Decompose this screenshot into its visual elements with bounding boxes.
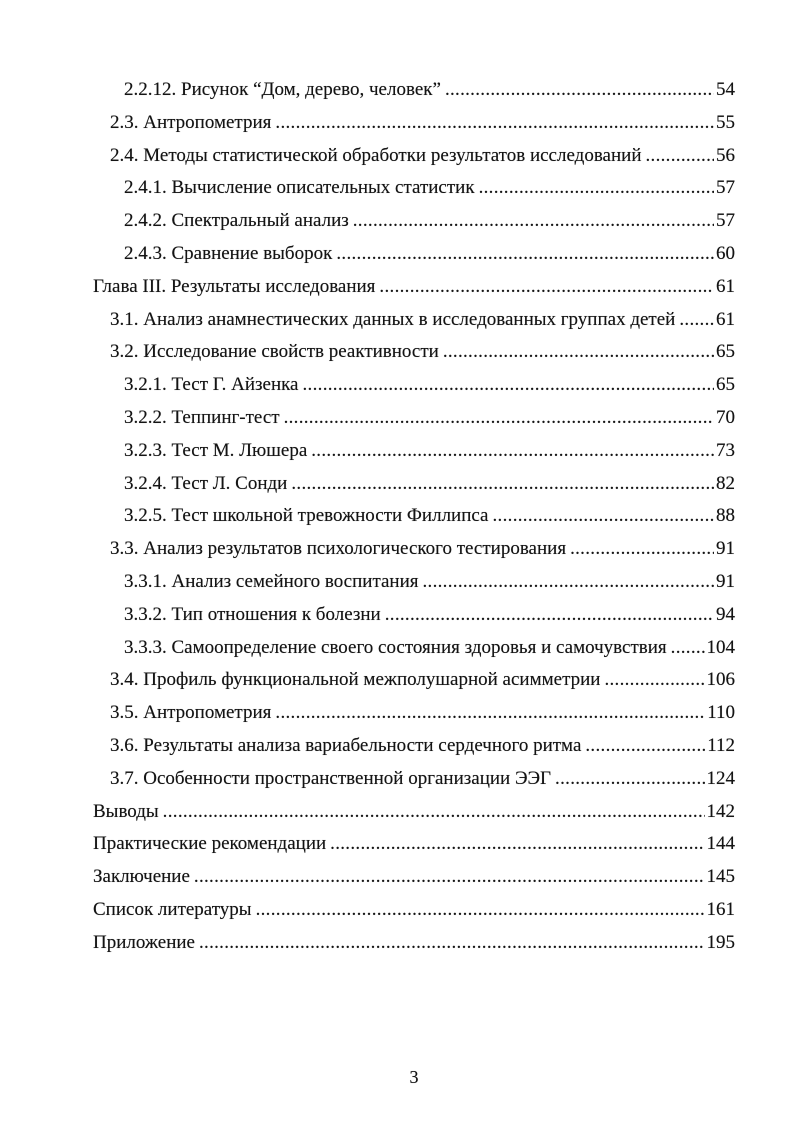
toc-entry-page-number: 65 [716,374,735,396]
toc-entry-page-number: 161 [706,898,735,920]
toc-entry [93,599,735,632]
toc-entry-page-number: 57 [716,210,735,232]
toc-entry-label: Заключение [93,866,190,888]
toc-entry [93,369,735,402]
toc-dot-leader [275,107,714,140]
toc-entry-label: 3.6. Результаты анализа вариабельности сердечного ритма [110,734,582,756]
toc-entry-page-number: 91 [716,570,735,592]
toc-dot-leader [303,369,715,402]
toc-entry-label: 3.3.3. Самоопределение своего состояния здоровья и самочувствия [124,636,667,658]
toc-entry-label: 3.3.2. Тип отношения к болезни [124,603,381,625]
toc-entry-label: Глава III. Результаты исследования [93,275,376,297]
toc-entry-label: 3.2.2. Теппинг-тест [124,406,280,428]
toc-entry-label: 2.4. Методы статистической обработки результатов исследований [110,144,642,166]
toc-dot-leader [479,172,714,205]
toc-dot-leader [336,238,714,271]
toc-dot-leader [284,402,714,435]
toc-entry [93,435,735,468]
toc-dot-leader [604,664,704,697]
toc-entry [93,107,735,140]
toc-entry-page-number: 61 [716,308,735,330]
toc-entry-page-number: 54 [716,79,735,100]
toc-entry-label: 3.2.3. Тест М. Люшера [124,439,308,461]
toc-entry-label: Приложение [93,931,195,953]
toc-dot-leader [493,500,715,533]
toc-entry-page-number: 65 [716,341,735,363]
toc-dot-leader [385,599,714,632]
toc-entry-page-number: 61 [716,275,735,297]
toc-entry-label: 2.3. Антропометрия [110,111,272,133]
toc-dot-leader [353,205,714,238]
toc-entry-label: 3.1. Анализ анамнестических данных в исследованных группах детей [110,308,676,330]
toc-entry-label: 2.2.12. Рисунок “Дом, дерево, человек” [124,79,441,100]
toc-entry [93,763,735,796]
toc-entry-page-number: 88 [716,505,735,527]
toc-dot-leader [671,632,705,665]
toc-entry-page-number: 195 [706,931,735,953]
toc-dot-leader [311,435,714,468]
toc-entry [93,533,735,566]
toc-entry [93,664,735,697]
toc-entry [93,172,735,205]
toc-dot-leader [199,927,705,960]
toc-dot-leader [585,730,705,763]
toc-entry-page-number: 91 [716,538,735,560]
toc-entry-label: Практические рекомендации [93,833,327,855]
toc-entry-page-number: 60 [716,242,735,264]
toc-dot-leader [256,894,705,927]
toc-dot-leader [443,336,714,369]
toc-dot-leader [194,861,705,894]
toc-entry [93,500,735,533]
toc-dot-leader [570,533,714,566]
toc-dot-leader [555,763,704,796]
toc-dot-leader [422,566,714,599]
toc-entry [93,861,735,894]
toc-entry-page-number: 144 [706,833,735,855]
toc-dot-leader [645,140,714,173]
toc-entry-label: 2.4.1. Вычисление описательных статистик [124,177,475,199]
toc-entry-label: 3.2.1. Тест Г. Айзенка [124,374,299,396]
toc-entry [93,74,735,107]
toc-entry [93,140,735,173]
toc-entry [93,336,735,369]
toc-entry [93,632,735,665]
toc-dot-leader [163,796,705,829]
toc-dot-leader [379,271,714,304]
toc-entry-label: Список литературы [93,898,252,920]
toc-entry-page-number: 73 [716,439,735,461]
toc-dot-leader [275,697,705,730]
toc-entry [93,828,735,861]
toc-entry [93,927,735,960]
toc-entry-label: 2.4.3. Сравнение выборок [124,242,333,264]
toc-entry-label: 3.7. Особенности пространственной организации ЭЭГ [110,767,552,789]
toc-entry [93,730,735,763]
toc-entry-label: 2.4.2. Спектральный анализ [124,210,349,232]
toc-entry-label: 3.3.1. Анализ семейного воспитания [124,570,419,592]
toc-entry-page-number: 56 [716,144,735,166]
toc-entry-page-number: 57 [716,177,735,199]
toc-list [93,74,735,960]
toc-entry-label: 3.4. Профиль функциональной межполушарной асимметрии [110,669,601,691]
toc-entry-label: 3.2.4. Тест Л. Сонди [124,472,288,494]
toc-entry [93,697,735,730]
toc-entry [93,402,735,435]
toc-entry-page-number: 82 [716,472,735,494]
toc-entry-page-number: 55 [716,111,735,133]
toc-entry [93,205,735,238]
toc-entry [93,894,735,927]
toc-entry [93,468,735,501]
toc-entry-page-number: 106 [706,669,735,691]
toc-entry-page-number: 124 [706,767,735,789]
toc-entry [93,238,735,271]
toc-entry-page-number: 104 [706,636,735,658]
toc-dot-leader [330,828,704,861]
toc-entry [93,566,735,599]
toc-dot-leader [445,74,714,107]
page-number-footer: 3 [409,1067,419,1087]
toc-entry [93,271,735,304]
toc-entry-page-number: 145 [706,866,735,888]
toc-entry-page-number: 70 [716,406,735,428]
toc-entry-label: Выводы [93,800,159,822]
toc-entry-page-number: 94 [716,603,735,625]
toc-entry-label: 3.2.5. Тест школьной тревожности Филлипса [124,505,489,527]
toc-entry-page-number: 112 [707,734,735,756]
toc-entry-label: 3.2. Исследование свойств реактивности [110,341,439,363]
toc-dot-leader [679,304,714,337]
toc-entry [93,304,735,337]
toc-entry-label: 3.3. Анализ результатов психологического тестирования [110,538,567,560]
toc-entry-page-number: 142 [706,800,735,822]
toc-entry [93,796,735,829]
toc-dot-leader [291,468,714,501]
toc-entry-page-number: 110 [707,702,735,724]
toc-entry-label: 3.5. Антропометрия [110,702,272,724]
